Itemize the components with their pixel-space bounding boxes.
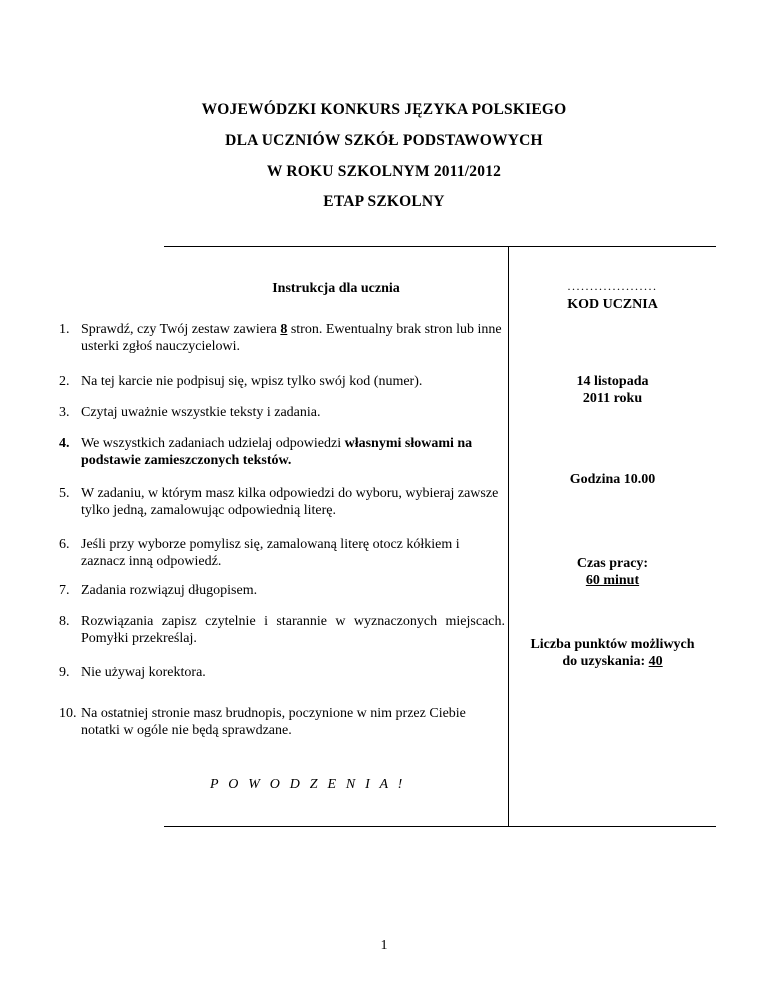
instruction-number: 2. [59,374,70,389]
instruction-number: 5. [59,486,70,501]
good-luck-text: P O W O D Z E N I A ! [210,777,406,792]
instruction-number: 1. [59,322,70,337]
instruction-number: 9. [59,665,70,680]
code-dotted-line: .................... [567,279,658,293]
instruction-number: 8. [59,614,70,629]
exam-time: Godzina 10.00 [569,472,656,487]
instruction-number: 7. [59,583,70,598]
instruction-number: 3. [59,405,70,420]
instruction-number: 4. [59,436,70,451]
stage-label: ETAP SZKOLNY [323,193,445,210]
duration-label: Czas pracy: [576,556,649,571]
contest-title: WOJEWÓDZKI KONKURS JĘZYKA POLSKIEGO [201,101,567,118]
table-top-border [164,246,716,247]
contest-audience: DLA UCZNIÓW SZKÓŁ PODSTAWOWYCH [225,132,543,149]
student-code-label: KOD UCZNIA [567,297,658,312]
student-code-blank [509,278,716,295]
max-points: Liczba punktów możliwych do uzyskania: 40 [530,637,695,669]
school-year: W ROKU SZKOLNYM 2011/2012 [266,163,502,180]
page-number: 1 [380,938,388,953]
instruction-number: 6. [59,537,70,552]
table-bottom-border [164,826,716,827]
instruction-number: 10. [59,706,77,721]
max-points-value: 40 [648,654,663,669]
instructions-heading: Instrukcja dla ucznia [272,281,400,296]
page-count: 8 [280,322,288,337]
exam-date: 14 listopada 2011 roku [576,374,649,406]
duration-value: 60 minut [585,573,640,588]
duration [509,555,716,589]
table-column-divider [508,246,509,827]
